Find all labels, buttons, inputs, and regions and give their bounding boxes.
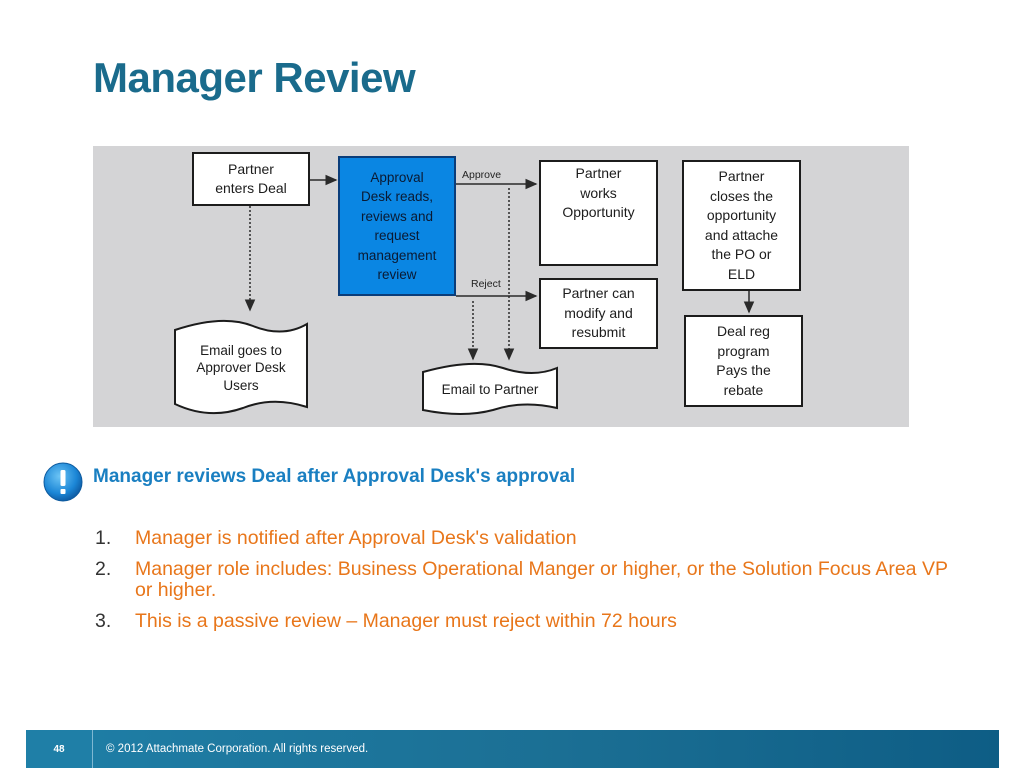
list-item-text: This is a passive review – Manager must reject within 72 hours [135, 610, 677, 632]
copyright-text: © 2012 Attachmate Corporation. All rights reserved. [106, 743, 369, 755]
node-email-partner: Email to Partner [441, 382, 539, 398]
edge-label-reject: Reject [471, 278, 501, 290]
list-item-text: Manager is notified after Approval Desk's validation [135, 527, 577, 549]
edge-label-approve: Approve [462, 169, 502, 181]
footer-bar [26, 730, 999, 768]
workflow-diagram [93, 146, 909, 427]
list-item-number: 2. [95, 558, 112, 580]
exclamation-icon [42, 461, 84, 503]
list-item-number: 1. [95, 527, 112, 549]
list-item-number: 3. [95, 610, 112, 632]
list-item-text: Manager role includes: Business Operational Manger or higher, or the Solution Focus Area VP or higher. [135, 558, 948, 601]
list-item [95, 611, 955, 632]
node-partner-enters-deal: Partner enters Deal [192, 152, 310, 206]
page-title: Manager Review [93, 54, 416, 101]
list-item [95, 559, 955, 601]
steps-list [95, 528, 955, 642]
list-item [95, 528, 955, 549]
node-partner-works: Partner works Opportunity [539, 160, 658, 266]
node-partner-modify: Partner can modify and resubmit [539, 278, 658, 349]
page-number: 48 [26, 730, 93, 768]
node-email-approver: Email goes to Approver Desk Users [196, 342, 286, 393]
node-partner-closes: Partner closes the opportunity and attache the PO or ELD [682, 160, 801, 291]
node-approval-desk: Approval Desk reads, reviews and request management review [338, 156, 456, 296]
callout-text: Manager reviews Deal after Approval Desk's approval [93, 466, 576, 487]
node-deal-reg: Deal reg program Pays the rebate [684, 315, 803, 407]
